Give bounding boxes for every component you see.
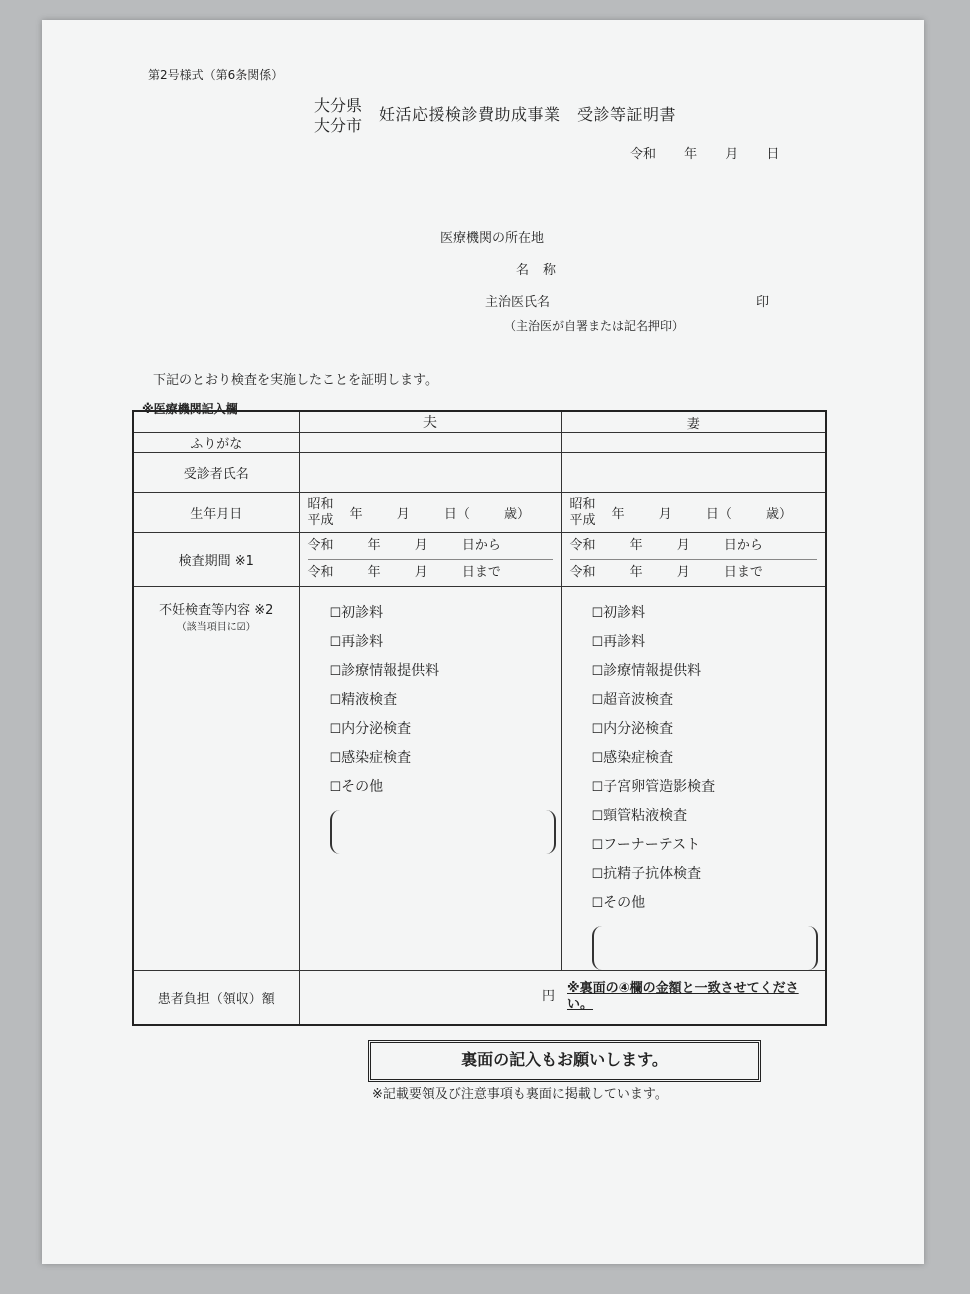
institution-name-label: 名称 <box>516 263 571 278</box>
institution-location-label: 医療機関の所在地 <box>440 231 545 246</box>
patient-name-label: 受診者氏名 <box>133 453 299 493</box>
form-paper <box>42 20 924 1264</box>
period-to: 令和 年 月 日まで <box>308 559 553 586</box>
husband-exam-item[interactable]: ☐ その他 <box>330 773 553 802</box>
wife-birthdate-field[interactable] <box>561 493 826 533</box>
period-to: 令和 年 月 日まで <box>570 559 818 586</box>
back-side-reminder: 裏面の記入もお願いします。 <box>368 1040 761 1082</box>
payment-amount-field[interactable] <box>299 971 561 1025</box>
yen-label: 円 <box>541 988 555 1004</box>
wife-exam-checklist <box>570 599 818 918</box>
section-label: ※医療機関記入欄 <box>142 402 238 416</box>
birth-date-parts: 年 月 日（ 歳） <box>349 507 531 522</box>
period-from: 令和 年 月 日から <box>307 538 501 553</box>
wife-exam-item[interactable]: ☐ 診療情報提供料 <box>592 657 818 686</box>
issue-date: 令和 年 月 日 <box>630 147 780 162</box>
birth-era-options: 昭和 平成 <box>569 496 596 528</box>
wife-exam-item[interactable]: ☐ 再診料 <box>592 628 818 657</box>
wife-name-field[interactable] <box>561 453 826 493</box>
wife-other-field[interactable] <box>592 926 818 970</box>
wife-exam-item[interactable]: ☐ その他 <box>592 889 818 918</box>
husband-birthdate-field[interactable] <box>299 493 561 533</box>
furigana-row <box>133 433 826 453</box>
seal-label: 印 <box>756 295 770 310</box>
husband-other-field[interactable] <box>330 810 556 854</box>
certification-statement: 下記のとおり検査を実施したことを証明します。 <box>153 373 438 388</box>
city-label: 大分市 <box>314 116 363 135</box>
top-blank-row <box>133 411 826 433</box>
issuer-block <box>314 96 362 136</box>
husband-exam-item[interactable]: ☐ 精液検査 <box>330 686 553 715</box>
name-row <box>133 453 826 493</box>
husband-exam-checklist <box>308 599 553 802</box>
husband-name-field[interactable] <box>299 453 561 493</box>
payment-note: ※裏面の④欄の金額と一致させてください。 <box>561 971 826 1025</box>
exam-content-label: 不妊検査等内容 ※2 <box>159 603 274 618</box>
form-number: 第2号様式（第6条関係） <box>148 68 284 82</box>
birthdate-row <box>133 493 826 533</box>
exam-content-label-cell <box>133 587 299 971</box>
husband-exam-item[interactable]: ☐ 再診料 <box>330 628 553 657</box>
wife-furigana-field[interactable] <box>561 433 826 453</box>
husband-exam-cell <box>299 587 561 971</box>
husband-furigana-field[interactable] <box>299 433 561 453</box>
husband-period-field[interactable] <box>299 533 561 587</box>
certificate-table <box>132 410 827 1026</box>
birth-date-parts: 年 月 日（ 歳） <box>611 507 793 522</box>
wife-exam-item[interactable]: ☐ 頸管粘液検査 <box>592 802 818 831</box>
birthdate-label: 生年月日 <box>133 493 299 533</box>
document-title: 妊活応援検診費助成事業 受診等証明書 <box>379 105 677 124</box>
husband-exam-item[interactable]: ☐ 初診料 <box>330 599 553 628</box>
exam-content-row <box>133 587 826 971</box>
period-from: 令和 年 月 日から <box>569 538 763 553</box>
wife-exam-item[interactable]: ☐ 内分泌検査 <box>592 715 818 744</box>
husband-exam-item[interactable]: ☐ 診療情報提供料 <box>330 657 553 686</box>
husband-header: 夫 <box>299 411 561 433</box>
wife-period-field[interactable] <box>561 533 826 587</box>
husband-exam-item[interactable]: ☐ 感染症検査 <box>330 744 553 773</box>
husband-exam-item[interactable]: ☐ 内分泌検査 <box>330 715 553 744</box>
prefecture-label: 大分県 <box>314 96 363 115</box>
doctor-signature-note: （主治医が自署または記名押印） <box>504 319 685 333</box>
wife-exam-item[interactable]: ☐ 抗精子抗体検査 <box>592 860 818 889</box>
period-row <box>133 533 826 587</box>
exam-content-note: （該当項目に☑） <box>176 622 256 633</box>
wife-exam-item[interactable]: ☐ フーナーテスト <box>592 831 818 860</box>
wife-exam-item[interactable]: ☐ 超音波検査 <box>592 686 818 715</box>
wife-exam-item[interactable]: ☐ 感染症検査 <box>592 744 818 773</box>
doctor-name-label: 主治医氏名 <box>485 295 551 310</box>
back-side-note: ※記載要領及び注意事項も裏面に掲載しています。 <box>372 1087 668 1102</box>
wife-header: 妻 <box>561 411 826 433</box>
furigana-label: ふりがな <box>133 433 299 453</box>
birth-era-options: 昭和 平成 <box>307 496 334 528</box>
payment-label: 患者負担（領収）額 <box>133 971 299 1025</box>
exam-period-label: 検査期間 ※1 <box>133 533 299 587</box>
wife-exam-cell <box>561 587 826 971</box>
payment-row <box>133 971 826 1025</box>
wife-exam-item[interactable]: ☐ 初診料 <box>592 599 818 628</box>
wife-exam-item[interactable]: ☐ 子宮卵管造影検査 <box>592 773 818 802</box>
